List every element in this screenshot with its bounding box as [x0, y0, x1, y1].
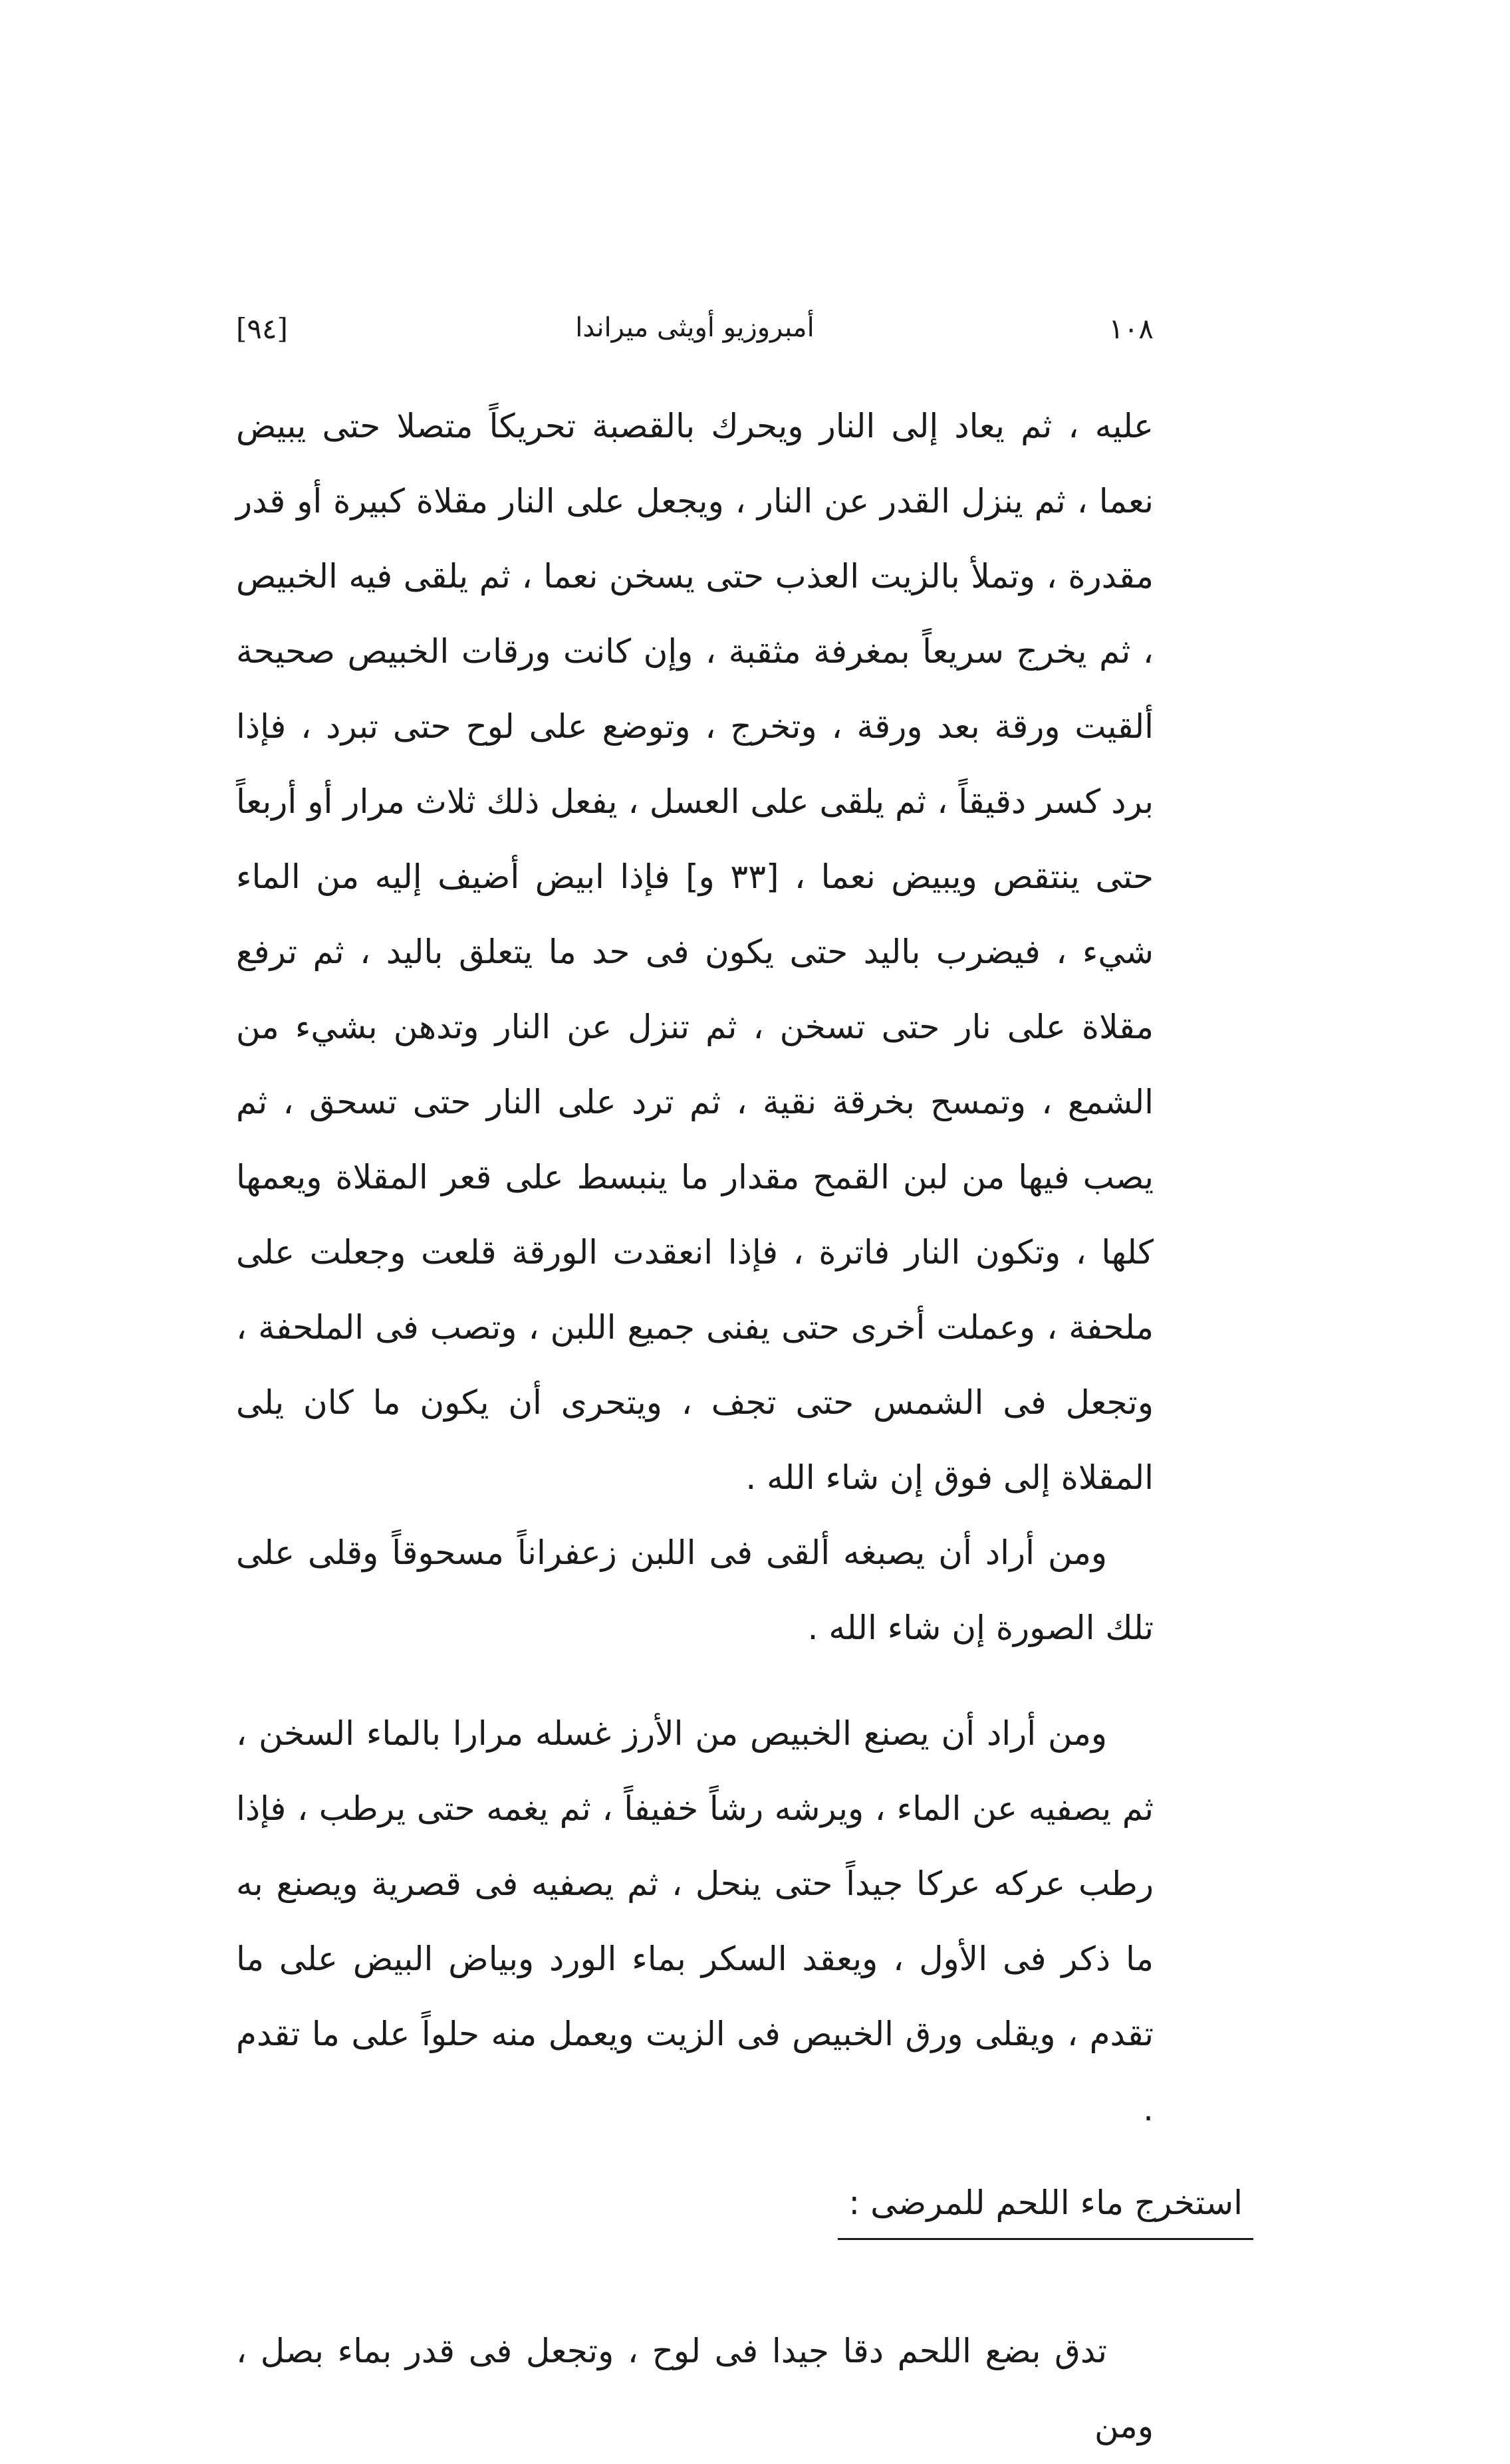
paragraph: عليه ، ثم يعاد إلى النار ويحرك بالقصبة تحريكاً متصلا حتى يبيض نعما ، ثم ينزل القدر عن النار ، ويجعل على النار مقلاة كبيرة أو قدر مقدرة ، وتملأ بالزيت العذب حتى يسخن نعما ، ثم يلقى فيه الخبيص ، ثم يخرج سريعاً بمغرفة مثقبة ، وإن كانت ورقات الخبيص صحيحة ألقيت ورقة بعد ورقة ، وتخرج ، وتوضع على لوح حتى تبرد ، فإذا برد كسر دقيقاً ، ثم يلقى على العسل ، يفعل ذلك ثلاث مرار أو أربعاً حتى ينتقص ويبيض نعما ، [٣٣ و] فإذا ابيض أضيف إليه من الماء شيء ، فيضرب باليد حتى يكون فى حد ما يتعلق باليد ، ثم ترفع مقلاة على نار حتى تسخن ، ثم تنزل عن النار وتدهن بشيء من الشمع ، وتمسح بخرقة نقية ، ثم ترد على النار حتى تسحق ، ثم يصب فيها من لبن القمح مقدار ما ينبسط على قعر المقلاة ويعمها كلها ، وتكون النار فاترة ، فإذا انعقدت الورقة قلعت وجعلت على ملحفة ، وعملت أخرى حتى يفنى جميع اللبن ، وتصب فى الملحفة ، وتجعل فى الشمس حتى تجف ، ويتحرى أن يكون ما كان يلى المقلاة إلى فوق إن شاء الله .	[236, 407, 1154, 1497]
paragraph: ومن أراد أن يصبغه ألقى فى اللبن زعفراناً مسحوقاً وقلى على تلك الصورة إن شاء الله .	[236, 1533, 1154, 1647]
running-title: أمبروزيو أويثى ميراندا	[575, 312, 815, 343]
paragraph: تدق بضع اللحم دقا جيدا فى لوح ، وتجعل فى قدر بماء بصل ، ومن	[236, 2332, 1154, 2445]
subheading-container	[236, 2166, 1243, 2241]
paragraph-gap	[236, 1666, 1154, 1696]
manuscript-folio: [٩٤]	[236, 312, 288, 345]
page-number: ١٠٨	[1108, 312, 1154, 345]
section-subheading: استخرج ماء اللحم للمرضى :	[838, 2173, 1253, 2240]
page-header	[236, 312, 1154, 366]
main-text	[236, 389, 1243, 2464]
paragraph: ومن أراد أن يصنع الخبيص من الأرز غسله مرارا بالماء السخن ، ثم يصفيه عن الماء ، ويرشه رشاً خفيفاً ، ثم يغمه حتى يرطب ، فإذا رطب عركه عركا جيداً حتى ينحل ، ثم يصفيه فى قصرية ويصنع به ما ذكر فى الأول ، ويعقد السكر بماء الورد وبياض البيض على ما تقدم ، ويقلى ورق الخبيص فى الزيت ويعمل منه حلواً على ما تقدم .	[236, 1714, 1154, 2128]
